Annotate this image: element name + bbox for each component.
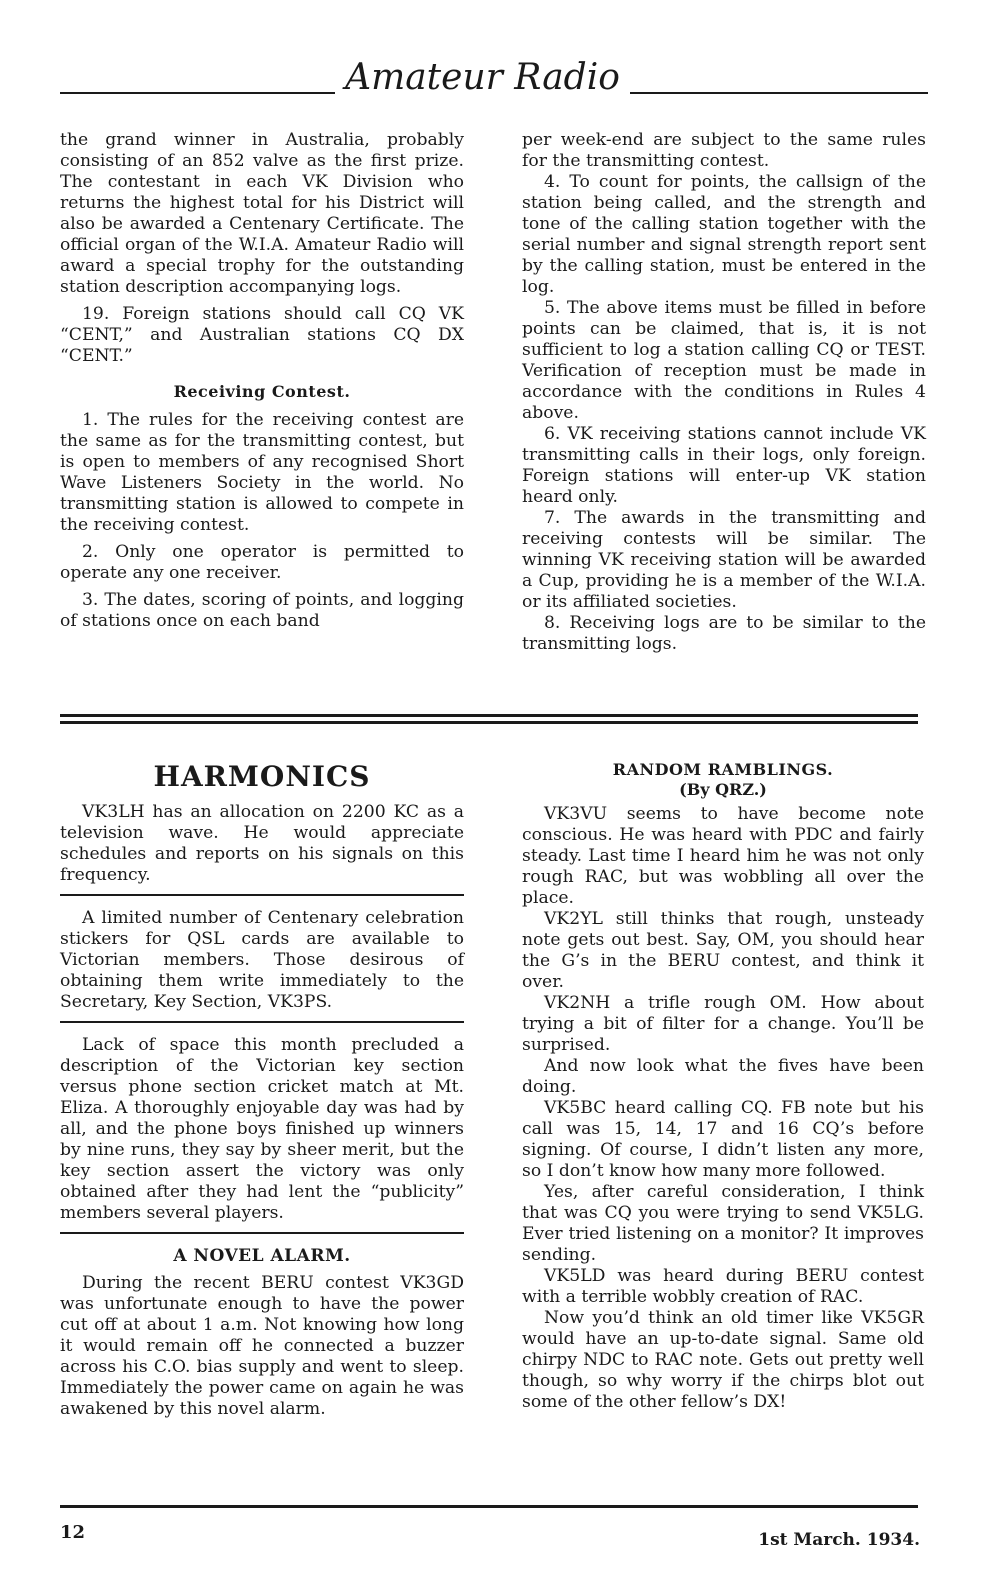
- paragraph: VK5BC heard calling CQ. FB note but his call was 15, 14, 17 and 16 CQ’s before signing. Of course, I didn’t listen any more, so I don’t know how many more followed.: [522, 1098, 924, 1181]
- paragraph: 3. The dates, scoring of points, and logging of stations once on each band: [60, 590, 464, 631]
- paragraph: VK3VU seems to have become note conscious. He was heard with PDC and fairly steady. Last time I heard him he was not only rough RAC, but was wobbling all over the place.: [522, 804, 924, 908]
- masthead-rule-left: [60, 92, 335, 94]
- paragraph: 19. Foreign stations should call CQ VK “CENT,” and Australian stations CQ DX “CENT.”: [60, 304, 464, 366]
- harmonics-title: HARMONICS: [153, 760, 371, 793]
- divider: [60, 1021, 464, 1023]
- footer-rule: [60, 1505, 918, 1508]
- divider: [60, 1232, 464, 1234]
- masthead-title: Amateur Radio: [345, 57, 620, 98]
- paragraph: 2. Only one operator is permitted to operate any one receiver.: [60, 542, 464, 583]
- paragraph: VK2YL still thinks that rough, unsteady note gets out best. Say, OM, you should hear the G’s in the BERU contest, and think it over.: [522, 909, 924, 992]
- paragraph: 6. VK receiving stations cannot include VK transmitting calls in their logs, only foreign. Foreign stations will enter-up VK station heard only.: [522, 424, 926, 507]
- paragraph: per week-end are subject to the same rules for the transmitting contest.: [522, 130, 926, 171]
- paragraph: 4. To count for points, the callsign of the station being called, and the strength and tone of the calling station together with the serial number and signal strength report sent by the calling station, must be entered in the log.: [522, 172, 926, 297]
- ramblings-column: [522, 760, 924, 1413]
- paragraph: And now look what the fives have been doing.: [522, 1056, 924, 1097]
- paragraph: VK5LD was heard during BERU contest with a terrible wobbly creation of RAC.: [522, 1266, 924, 1307]
- harmonics-column: [60, 760, 464, 1420]
- paragraph: VK2NH a trifle rough OM. How about trying a bit of filter for a change. You’ll be surprised.: [522, 993, 924, 1055]
- masthead: [60, 58, 928, 98]
- issue-date: 1st March. 1934.: [758, 1530, 920, 1550]
- page-number: 12: [60, 1522, 86, 1543]
- section-divider: [60, 714, 918, 728]
- paragraph: A limited number of Centenary celebration stickers for QSL cards are available to Victorian members. Those desirous of obtaining them write immediately to the Secretary, Key Section, VK3PS.: [60, 908, 464, 1012]
- top-left-column: [60, 130, 464, 638]
- paragraph: VK3LH has an allocation on 2200 KC as a television wave. He would appreciate schedules and reports on his signals on this frequency.: [60, 802, 464, 885]
- masthead-rule-right: [630, 92, 928, 94]
- ramblings-title: RANDOM RAMBLINGS.: [612, 760, 834, 779]
- paragraph: 1. The rules for the receiving contest are the same as for the transmitting contest, but is open to members of any recognised Short Wave Listeners Society in the world. No transmitting station is allowed to compete in the receiving contest.: [60, 410, 464, 535]
- top-right-column: [522, 130, 926, 655]
- paragraph: 7. The awards in the transmitting and receiving contests will be similar. The winning VK receiving station will be awarded a Cup, providing he is a member of the W.I.A. or its affiliated societies.: [522, 508, 926, 612]
- paragraph: Yes, after careful consideration, I think that was CQ you were trying to send VK5LG. Ever tried listening on a monitor? It improves sending.: [522, 1182, 924, 1265]
- paragraph: During the recent BERU contest VK3GD was unfortunate enough to have the power cut off at about 1 a.m. Not knowing how long it would remain off he connected a buzzer across his C.O. bias supply and went to sleep. Immediately the power came on again he was awakened by this novel alarm.: [60, 1273, 464, 1419]
- paragraph: 8. Receiving logs are to be similar to the transmitting logs.: [522, 613, 926, 654]
- ramblings-byline: (By QRZ.): [679, 780, 767, 799]
- divider: [60, 894, 464, 896]
- paragraph: Now you’d think an old timer like VK5GR would have an up-to-date signal. Same old chirpy NDC to RAC note. Gets out pretty well though, so why worry if the chirps blot out some of the other fellow’s DX!: [522, 1308, 924, 1412]
- paragraph: Lack of space this month precluded a description of the Victorian key section versus phone section cricket match at Mt. Eliza. A thoroughly enjoyable day was had by all, and the phone boys finished up winners by nine runs, they say by sheer merit, but the key section assert the victory was only obtained after they had lent the “publicity” members several players.: [60, 1035, 464, 1223]
- paragraph: the grand winner in Australia, probably consisting of an 852 valve as the first prize. The contestant in each VK Division who returns the highest total for his District will also be awarded a Centenary Certificate. The official organ of the W.I.A. Amateur Radio will award a special trophy for the outstanding station description accompanying logs.: [60, 130, 464, 297]
- section-heading: Receiving Contest.: [173, 382, 351, 401]
- paragraph: 5. The above items must be filled in before points can be claimed, that is, it is not sufficient to log a station calling CQ or TEST. Verification of reception must be made in accordance with the conditions in Rules 4 above.: [522, 298, 926, 423]
- novel-alarm-title: A NOVEL ALARM.: [173, 1246, 351, 1266]
